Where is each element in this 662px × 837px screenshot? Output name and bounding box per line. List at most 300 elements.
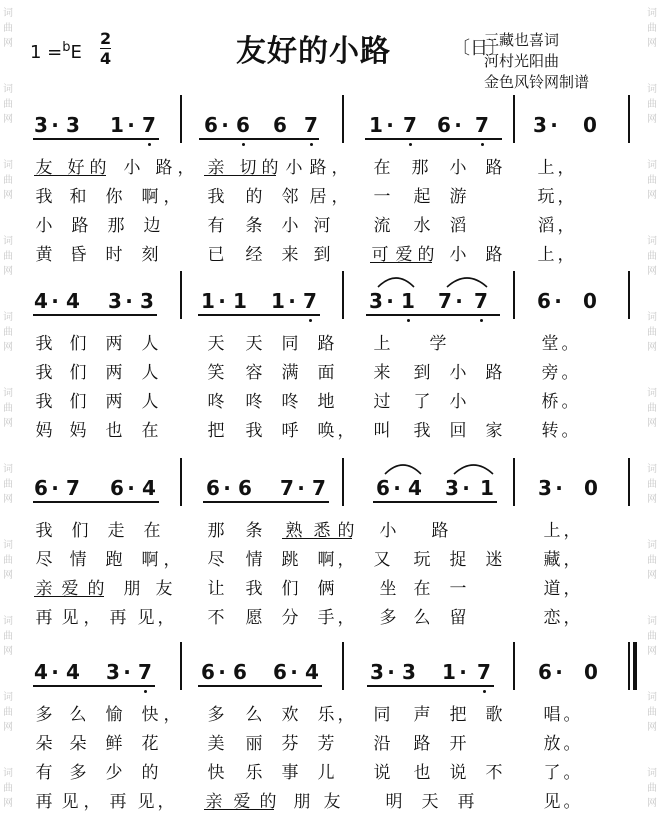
lyric-char: 在 (373, 158, 391, 178)
lyric-char: 我 (35, 363, 53, 383)
score-note: · (393, 476, 401, 500)
score-note: · (455, 289, 463, 313)
score-note: · (51, 289, 59, 313)
score-note: 3 (66, 113, 80, 137)
lyric-char: 我 (35, 392, 53, 412)
lyric-char: 们 (71, 521, 89, 541)
watermark-char: 曲 (3, 175, 13, 186)
lyric-char: 的 (261, 158, 279, 178)
lyric-char: 快 (141, 705, 159, 725)
lyric-char: 么 (69, 705, 87, 725)
lyric-char: 昏 (69, 245, 87, 265)
lyric-char: 见 (137, 608, 155, 628)
lyric-slur-underline (282, 538, 352, 539)
lyric-char: 也 (105, 421, 123, 441)
lyric-char: 迷 (485, 550, 503, 570)
lyric-char: 家 (485, 421, 503, 441)
lyric-char: 那 (207, 521, 225, 541)
lyric-char: 再 (35, 608, 53, 628)
beam-underline (33, 685, 155, 687)
watermark-char: 网 (647, 418, 657, 429)
watermark-char: 曲 (647, 175, 657, 186)
watermark-char: 词 (3, 616, 13, 627)
watermark-char: 曲 (3, 327, 13, 338)
score-note: · (386, 289, 394, 313)
bar-line (180, 458, 182, 506)
watermark-char: 曲 (647, 403, 657, 414)
lyric-char: 的 (245, 187, 263, 207)
lyric-char: 水 (413, 216, 431, 236)
watermark-char: 网 (647, 570, 657, 581)
lyric-char: ， (337, 705, 355, 725)
lyric-char: 友 (155, 579, 173, 599)
lyric-char: 见 (61, 792, 79, 812)
lyric-char: 路 (71, 216, 89, 236)
bar-line (342, 95, 344, 143)
score-note: 4 (34, 289, 48, 313)
score-note: · (550, 113, 558, 137)
lyric-char: ， (337, 421, 355, 441)
watermark-char: 曲 (647, 631, 657, 642)
lyric-char: 放 (543, 734, 561, 754)
score-note: · (462, 476, 470, 500)
score-note: 4 (66, 289, 80, 313)
lyric-char: 又 (373, 550, 391, 570)
lyric-char: 么 (413, 608, 431, 628)
score-note: 6 (437, 113, 451, 137)
lyric-slur-underline (204, 175, 276, 176)
low-octave-dot (148, 143, 151, 146)
lyric-char: 小 (379, 521, 397, 541)
beam-underline (33, 501, 159, 503)
lyric-char: 天 (421, 792, 439, 812)
final-bar-line (633, 642, 637, 690)
bar-line (628, 95, 630, 143)
lyric-char: 路 (485, 363, 503, 383)
low-octave-dot (144, 690, 147, 693)
lyric-char: 美 (207, 734, 225, 754)
lyric-char: 啊 (141, 187, 159, 207)
watermark-char: 网 (647, 114, 657, 125)
watermark-char: 曲 (647, 327, 657, 338)
lyric-char: 上 (537, 158, 555, 178)
lyric-char: 。 (561, 421, 579, 441)
score-note: 3 (369, 289, 383, 313)
score-note: · (51, 476, 59, 500)
watermark-char: 网 (647, 190, 657, 201)
score-note: 7 (475, 113, 489, 137)
lyric-char: 尽 (207, 550, 225, 570)
lyric-char: 愉 (105, 705, 123, 725)
lyric-char: 了 (413, 392, 431, 412)
lyric-char: 乐 (317, 705, 335, 725)
lyric-char: 们 (69, 392, 87, 412)
watermark-char: 词 (647, 464, 657, 475)
lyric-char: 芬 (281, 734, 299, 754)
lyric-char: 把 (207, 421, 225, 441)
lyric-char: 跑 (105, 550, 123, 570)
watermark-char: 词 (3, 8, 13, 19)
lyric-char: 容 (245, 363, 263, 383)
bar-line (342, 642, 344, 690)
lyric-char: ， (337, 608, 355, 628)
lyric-char: ， (163, 187, 181, 207)
lyric-char: 我 (35, 521, 53, 541)
lyric-char: 堂 (541, 334, 559, 354)
lyric-char: 条 (245, 216, 263, 236)
lyric-char: ， (563, 579, 581, 599)
lyric-char: ， (83, 792, 101, 812)
lyric-char: 见 (137, 792, 155, 812)
score-note: 3 (445, 476, 459, 500)
lyric-char: 不 (207, 608, 225, 628)
lyric-char: 人 (141, 334, 159, 354)
key-prefix: 1 = (30, 42, 63, 63)
watermark-char: 词 (3, 464, 13, 475)
lyric-char: 一 (449, 579, 467, 599)
lyric-char: 在 (413, 579, 431, 599)
lyric-char: 们 (69, 363, 87, 383)
lyric-char: 我 (245, 579, 263, 599)
lyric-char: 朵 (35, 734, 53, 754)
lyric-char: 我 (35, 187, 53, 207)
lyric-char: 的 (417, 245, 435, 265)
score-note: 3 (106, 660, 120, 684)
lyric-char: 同 (373, 705, 391, 725)
lyric-char: 来 (281, 245, 299, 265)
lyric-char: 咚 (245, 392, 263, 412)
score-note: 1 (110, 113, 124, 137)
lyric-char: 黄 (35, 245, 53, 265)
lyric-char: ， (157, 608, 175, 628)
lyric-char: 花 (141, 734, 159, 754)
lyric-char: 小 (281, 216, 299, 236)
tie-slur (378, 278, 414, 287)
lyric-char: 尽 (35, 550, 53, 570)
lyric-char: 上 (543, 521, 561, 541)
score-note: 3 (370, 660, 384, 684)
watermark-char: 曲 (3, 631, 13, 642)
score-note: 7 (403, 113, 417, 137)
score-note: 4 (142, 476, 156, 500)
lyric-char: 条 (245, 521, 263, 541)
lyric-char: 开 (449, 734, 467, 754)
score-note: 3 (533, 113, 547, 137)
lyric-char: 唱 (543, 705, 561, 725)
key-flat: b (62, 40, 71, 55)
watermark-char: 曲 (3, 479, 13, 490)
lyric-char: 过 (373, 392, 391, 412)
lyric-char: 不 (485, 763, 503, 783)
lyric-slur-underline (204, 809, 274, 810)
lyric-char: 游 (449, 187, 467, 207)
lyric-char: ， (337, 550, 355, 570)
beam-underline (365, 138, 502, 140)
origin-label: 〔日〕 (452, 38, 506, 59)
lyric-char: ， (563, 521, 581, 541)
lyric-char: 小 (449, 363, 467, 383)
lyric-char: 到 (313, 245, 331, 265)
bar-line (513, 642, 515, 690)
lyric-char: 同 (281, 334, 299, 354)
score-note: · (223, 476, 231, 500)
lyric-char: 人 (141, 363, 159, 383)
lyric-char: 乐 (245, 763, 263, 783)
watermark-char: 曲 (3, 403, 13, 414)
lyric-char: 我 (245, 421, 263, 441)
lyric-char: 已 (207, 245, 225, 265)
low-octave-dot (310, 143, 313, 146)
score-note: 3 (140, 289, 154, 313)
score-note: 6 (238, 476, 252, 500)
lyric-char: 坐 (379, 579, 397, 599)
watermark-char: 词 (647, 84, 657, 95)
lyric-char: ， (557, 187, 575, 207)
time-top: 2 (100, 29, 112, 48)
score-note: · (387, 660, 395, 684)
score-note: 6 (376, 476, 390, 500)
tie-slur (385, 465, 421, 474)
lyric-char: 妈 (35, 421, 53, 441)
bar-line (513, 458, 515, 506)
score-note: · (554, 289, 562, 313)
score-note: · (221, 113, 229, 137)
lyric-char: 小 (449, 392, 467, 412)
watermark-char: 曲 (647, 251, 657, 262)
lyric-char: 。 (561, 392, 579, 412)
score-note: 1 (480, 476, 494, 500)
lyric-char: 多 (69, 763, 87, 783)
lyric-char: ， (557, 158, 575, 178)
score-note: 0 (583, 289, 597, 313)
lyric-char: 把 (449, 705, 467, 725)
watermark-char: 网 (3, 418, 13, 429)
watermark-char: 网 (3, 494, 13, 505)
score-note: 7 (304, 113, 318, 137)
lyric-char: ， (331, 187, 349, 207)
score-note: 3 (538, 476, 552, 500)
lyric-char: 手 (317, 608, 335, 628)
watermark-char: 网 (647, 798, 657, 809)
bar-line (628, 458, 630, 506)
watermark-char: 网 (647, 646, 657, 657)
lyric-char: 流 (373, 216, 391, 236)
lyric-char: 说 (449, 763, 467, 783)
score-note: 6 (204, 113, 218, 137)
score-note: · (51, 113, 59, 137)
lyric-char: 学 (429, 334, 447, 354)
lyric-char: 经 (245, 245, 263, 265)
lyric-char: 明 (385, 792, 403, 812)
lyric-char: 面 (317, 363, 335, 383)
watermark-char: 词 (3, 84, 13, 95)
lyric-char: 们 (69, 334, 87, 354)
score-note: 6 (236, 113, 250, 137)
lyric-char: 的 (141, 763, 159, 783)
lyric-char: 呼 (281, 421, 299, 441)
lyric-char: ， (163, 705, 181, 725)
bar-line (180, 95, 182, 143)
lyric-char: 天 (207, 334, 225, 354)
watermark-char: 网 (3, 646, 13, 657)
lyric-char: 边 (143, 216, 161, 236)
lyric-char: 两 (105, 363, 123, 383)
lyric-char: 小 (35, 216, 53, 236)
lyric-char: 上 (537, 245, 555, 265)
lyric-char: 有 (35, 763, 53, 783)
watermark-char: 词 (3, 540, 13, 551)
beam-underline (33, 314, 157, 316)
lyric-char: 亲 (35, 579, 53, 599)
watermark-char: 网 (647, 38, 657, 49)
lyric-char: 声 (413, 705, 431, 725)
lyric-char: 居 (309, 187, 327, 207)
watermark-char: 词 (647, 692, 657, 703)
lyric-char: 你 (105, 187, 123, 207)
lyric-char: 刻 (141, 245, 159, 265)
score-note: 6 (273, 113, 287, 137)
lyric-char: 说 (373, 763, 391, 783)
lyric-char: 亲 (207, 158, 225, 178)
score-note: · (125, 289, 133, 313)
beam-underline (33, 138, 159, 140)
score-note: 3 (108, 289, 122, 313)
lyric-char: 鲜 (105, 734, 123, 754)
watermark-char: 曲 (3, 251, 13, 262)
lyric-char: 么 (245, 705, 263, 725)
lyric-char: 地 (317, 392, 335, 412)
lyric-slur-underline (34, 596, 104, 597)
lyric-char: 笑 (207, 363, 225, 383)
lyric-char: 。 (563, 734, 581, 754)
lyric-char: 跳 (281, 550, 299, 570)
lyric-char: 愿 (245, 608, 263, 628)
score-note: · (218, 660, 226, 684)
watermark-char: 网 (647, 342, 657, 353)
score-note: 0 (584, 660, 598, 684)
watermark-char: 网 (3, 266, 13, 277)
lyric-char: 玩 (413, 550, 431, 570)
watermark-char: 词 (3, 388, 13, 399)
lyric-char: 。 (563, 763, 581, 783)
lyric-char: ， (557, 245, 575, 265)
beam-underline (198, 314, 320, 316)
lyric-char: 在 (141, 421, 159, 441)
lyricist: 三藏也喜词 (484, 31, 560, 49)
lyric-char: 路 (431, 521, 449, 541)
watermark-char: 词 (647, 312, 657, 323)
watermark-char: 网 (3, 798, 13, 809)
lyric-char: 沿 (373, 734, 391, 754)
low-octave-dot (242, 143, 245, 146)
lyric-char: 多 (207, 705, 225, 725)
lyric-char: 歌 (485, 705, 503, 725)
lyric-char: 好 (67, 158, 85, 178)
lyric-char: 爱 (233, 792, 251, 812)
watermark-char: 词 (3, 768, 13, 779)
lyric-char: 恋 (543, 608, 561, 628)
score-note: 1 (233, 289, 247, 313)
lyric-slur-underline (370, 262, 432, 263)
bar-line (180, 271, 182, 319)
lyric-char: 咚 (281, 392, 299, 412)
beam-underline (203, 501, 329, 503)
lyric-char: 的 (337, 521, 355, 541)
bar-line (513, 95, 515, 143)
lyric-char: 小 (285, 158, 303, 178)
lyric-char: 啊 (141, 550, 159, 570)
lyric-char: 妈 (69, 421, 87, 441)
lyric-char: ， (331, 158, 349, 178)
lyric-char: 路 (413, 734, 431, 754)
beam-underline (373, 501, 497, 503)
lyric-char: 小 (123, 158, 141, 178)
lyric-char: 一 (373, 187, 391, 207)
lyric-char: 道 (543, 579, 561, 599)
transcriber: 金色风铃网制谱 (484, 73, 590, 91)
score-note: 7 (66, 476, 80, 500)
low-octave-dot (480, 319, 483, 322)
lyric-char: 来 (373, 363, 391, 383)
lyric-char: 有 (207, 216, 225, 236)
score-note: 6 (110, 476, 124, 500)
lyric-char: ， (557, 216, 575, 236)
lyric-char: 们 (281, 579, 299, 599)
watermark-char: 曲 (3, 783, 13, 794)
score-note: 7 (138, 660, 152, 684)
low-octave-dot (407, 319, 410, 322)
lyric-char: 爱 (395, 245, 413, 265)
lyric-char: 小 (449, 245, 467, 265)
time-bottom: 4 (100, 49, 112, 68)
lyric-char: 少 (105, 763, 123, 783)
lyric-char: 时 (105, 245, 123, 265)
composer: 河村光阳曲 (484, 52, 560, 70)
lyric-char: 。 (563, 792, 581, 812)
song-title: 友好的小路 (236, 34, 391, 69)
lyric-char: 两 (105, 392, 123, 412)
key-note: E (70, 42, 82, 63)
score-note: 1 (401, 289, 415, 313)
watermark-char: 曲 (3, 707, 13, 718)
lyric-char: 朋 (293, 792, 311, 812)
score-note: 3 (34, 113, 48, 137)
lyric-char: 留 (449, 608, 467, 628)
watermark-char: 网 (647, 722, 657, 733)
lyric-char: 分 (281, 608, 299, 628)
watermark-char: 网 (3, 342, 13, 353)
watermark-char: 曲 (647, 783, 657, 794)
lyric-char: 俩 (317, 579, 335, 599)
lyric-char: ， (563, 608, 581, 628)
watermark-char: 词 (647, 236, 657, 247)
score-note: 6 (206, 476, 220, 500)
beam-underline (367, 685, 494, 687)
score-note: 4 (305, 660, 319, 684)
lyric-char: 情 (69, 550, 87, 570)
lyric-char: ， (563, 550, 581, 570)
score-note: 4 (408, 476, 422, 500)
lyric-char: 芳 (317, 734, 335, 754)
lyric-char: 欢 (281, 705, 299, 725)
score-note: 7 (280, 476, 294, 500)
score-note: 7 (142, 113, 156, 137)
score-note: · (288, 289, 296, 313)
score-note: 7 (438, 289, 452, 313)
lyric-char: 亲 (205, 792, 223, 812)
lyric-char: 的 (87, 579, 105, 599)
score-note: 1 (369, 113, 383, 137)
